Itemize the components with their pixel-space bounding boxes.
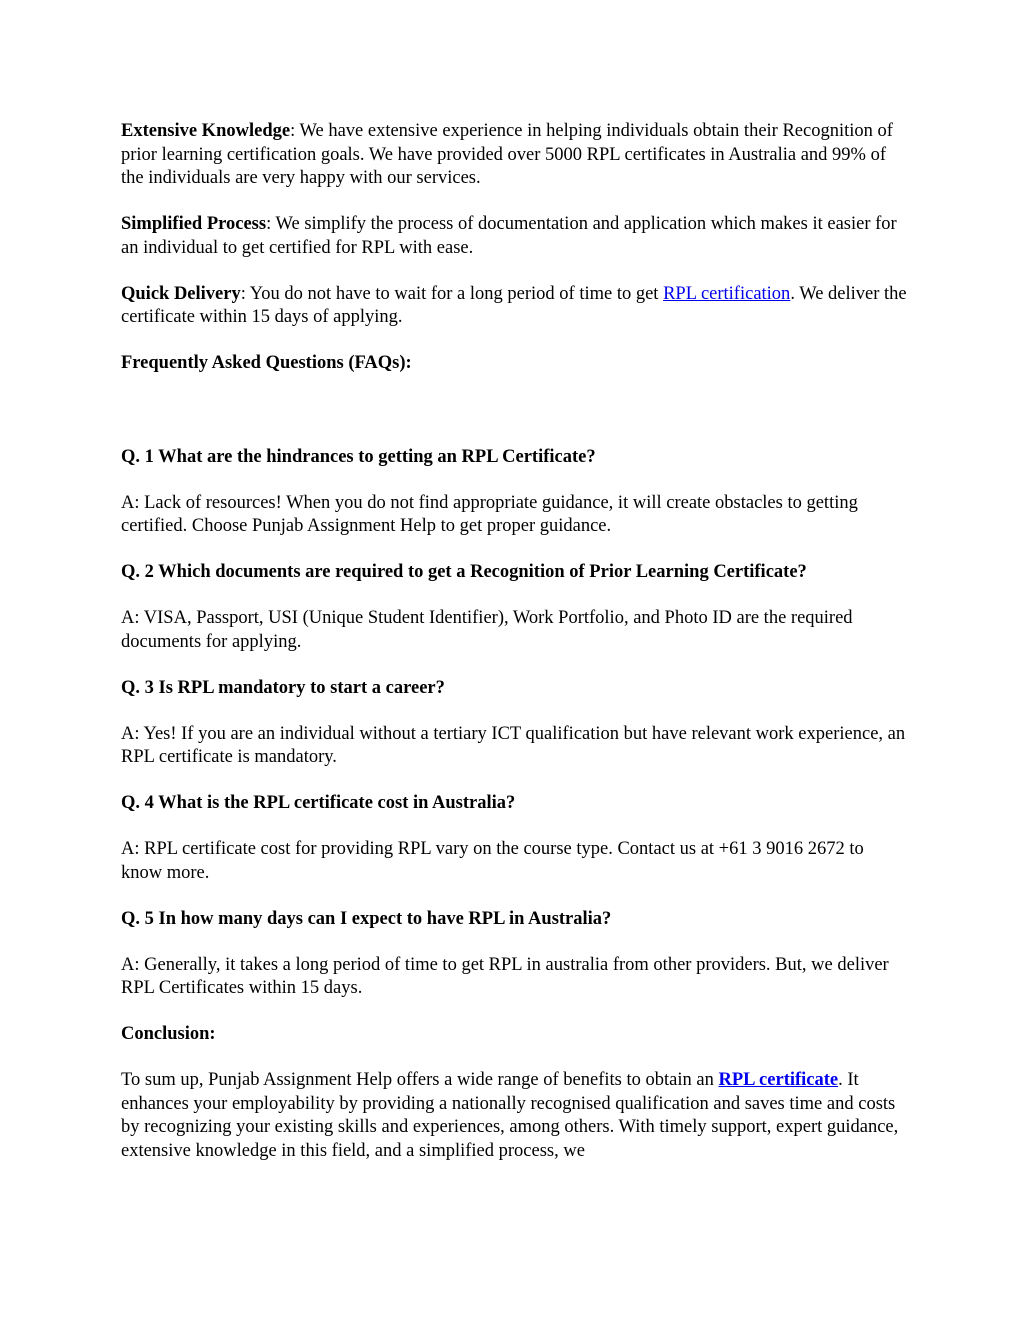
faq-question-4: Q. 4 What is the RPL certificate cost in Australia? xyxy=(121,793,516,813)
rpl-certificate-link[interactable]: RPL certificate xyxy=(718,1070,839,1090)
faq-answer-3: A: Yes! If you are an individual without a tertiary ICT qualification but have relevant work experience, an RPL certificate is mandatory. xyxy=(121,723,906,767)
benefit-text-before: : You do not have to wait for a long period of time to get xyxy=(240,283,664,304)
conclusion-paragraph xyxy=(121,1069,907,1163)
benefit-quick-delivery xyxy=(121,283,907,330)
benefit-text: : We simplify the process of documentation and application which makes it easier for an individual to get certified for RPL with ease. xyxy=(121,214,897,258)
rpl-certification-link[interactable]: RPL certification xyxy=(663,283,791,304)
conclusion-text-before: To sum up, Punjab Assignment Help offers a wide range of benefits to obtain an xyxy=(121,1070,719,1090)
faq-question-3: Q. 3 Is RPL mandatory to start a career? xyxy=(121,677,445,698)
benefit-title: Quick Delivery xyxy=(121,283,241,304)
benefit-title: Extensive Knowledge xyxy=(121,121,291,141)
faq-question-1: Q. 1 What are the hindrances to getting an RPL Certificate? xyxy=(121,446,596,467)
benefit-text: : We have extensive experience in helping individuals obtain their Recognition of prior learning certification goals. We have provided over 5000 RPL certificates in Australia and 99% of the individuals are very happy with our services. xyxy=(121,121,893,188)
benefit-extensive-knowledge xyxy=(121,120,907,191)
faq-heading: Frequently Asked Questions (FAQs): xyxy=(121,353,412,373)
faq-question-2: Q. 2 Which documents are required to get a Recognition of Prior Learning Certificate? xyxy=(121,562,807,582)
faq-question-5: Q. 5 In how many days can I expect to have RPL in Australia? xyxy=(121,908,612,929)
faq-answer-5: A: Generally, it takes a long period of time to get RPL in australia from other providers. But, we deliver RPL Certificates within 15 days. xyxy=(121,954,889,998)
conclusion-text-after: . It enhances your employability by providing a nationally recognised qualification and saves time and costs by recognizing your existing skills and experiences, among others. With timely support, expert guidance, extensive knowledge in this field, and a simplified process, we xyxy=(121,1070,899,1161)
document-page xyxy=(121,120,907,1186)
faq-answer-1: A: Lack of resources! When you do not find appropriate guidance, it will create obstacles to getting certified. Choose Punjab Assignment Help to get proper guidance. xyxy=(121,492,858,536)
benefit-title: Simplified Process xyxy=(121,214,267,234)
benefit-simplified-process xyxy=(121,213,907,260)
conclusion-heading: Conclusion: xyxy=(121,1024,216,1044)
faq-answer-2: A: VISA, Passport, USI (Unique Student Identifier), Work Portfolio, and Photo ID are the required documents for applying. xyxy=(121,608,853,652)
benefit-text-after: . We deliver the certificate within 15 days of applying. xyxy=(121,283,907,327)
faq-answer-4: A: RPL certificate cost for providing RPL vary on the course type. Contact us at +61 3 9016 2672 to know more. xyxy=(121,839,864,883)
